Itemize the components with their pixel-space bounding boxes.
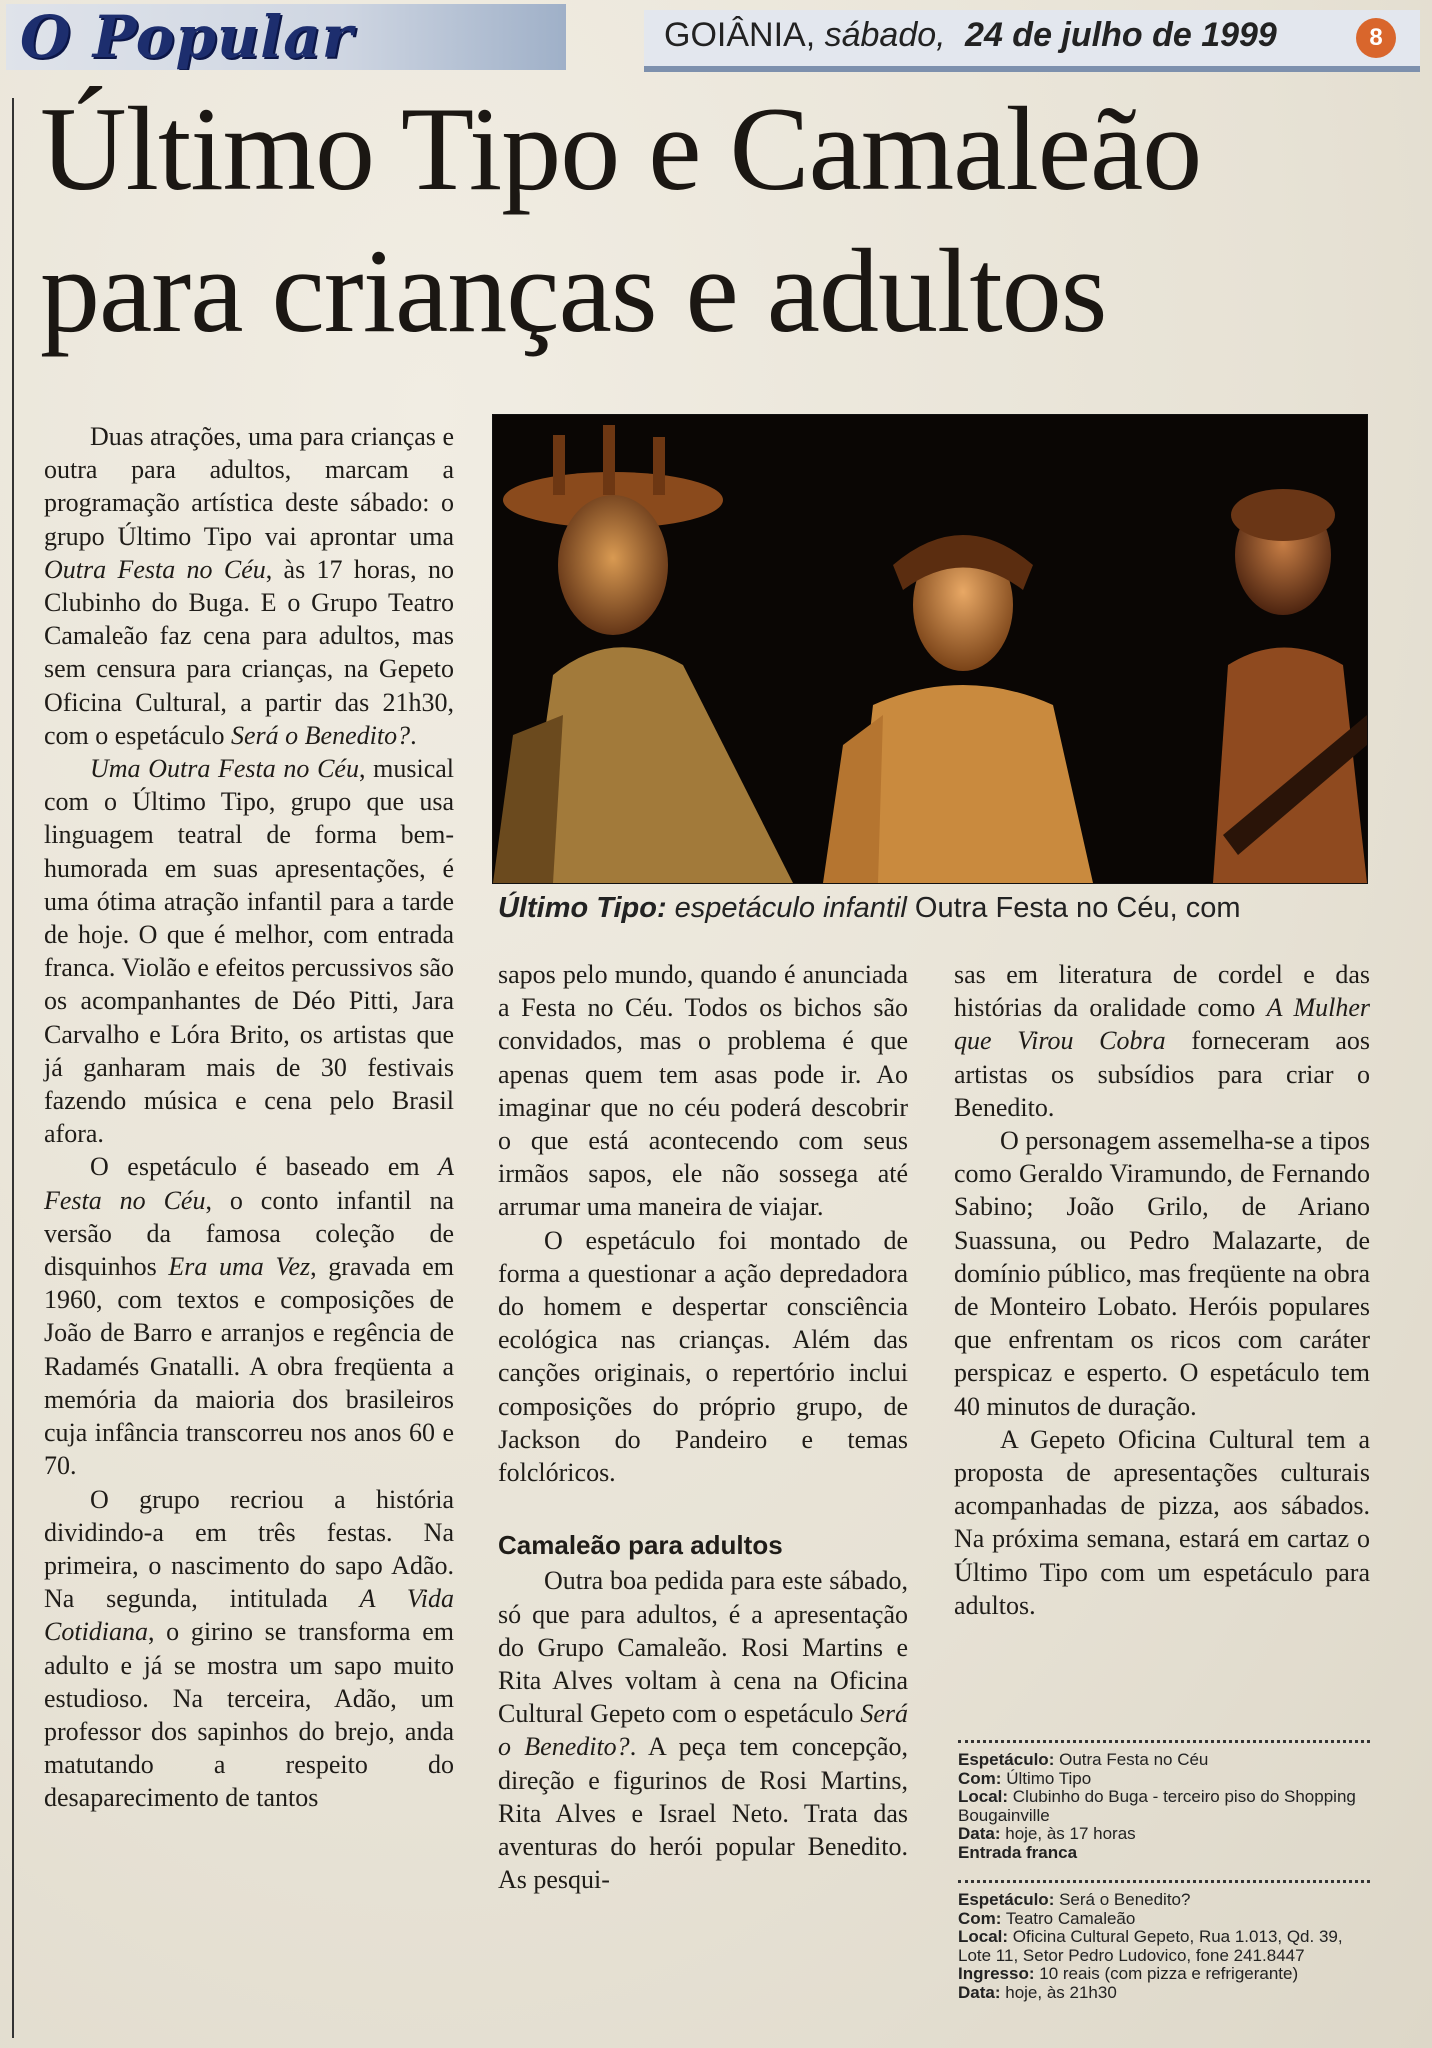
paragraph: O espetáculo foi montado de forma a questionar a ação depredadora do homem e despertar consciência ecológica nas crianças. Além das canções originais, o repertório inclui composições do próprio grupo, de Jackson do Pandeiro e temas folclóricos. xyxy=(498,1225,908,1488)
headline xyxy=(40,78,1400,362)
article-column-2 xyxy=(498,958,908,1896)
info-row: Com: Teatro Camaleão xyxy=(958,1908,1136,1928)
info-row: Com: Último Tipo xyxy=(958,1768,1092,1788)
info-row: Espetáculo: Outra Festa no Céu xyxy=(958,1750,1209,1769)
performance-photo xyxy=(492,414,1368,884)
info-row: Local: Oficina Cultural Gepeto, Rua 1.013, Qd. 39, Lote 11, Setor Pedro Ludovico, fone 241.8447 xyxy=(958,1927,1343,1965)
masthead xyxy=(6,4,566,70)
paragraph: O espetáculo é baseado em A Festa no Céu, o conto infantil na versão da famosa coleção de disquinhos Era uma Vez, gravada em 1960, com textos e composições de João de Barro e arranjos e regência de Radamés Gnatalli. A obra freqüenta a memória da maioria dos brasileiros cuja infância transcorreu nos anos 60 e 70. xyxy=(44,1152,455,1481)
info-row: Data: hoje, às 17 horas xyxy=(958,1824,1136,1843)
event-info-box-2 xyxy=(958,1880,1370,2002)
info-row: Espetáculo: Será o Benedito? xyxy=(958,1890,1191,1909)
paragraph: Duas atrações, uma para crianças e outra para adultos, marcam a programação artística deste sábado: o grupo Último Tipo vai aprontar uma Outra Festa no Céu, às 17 horas, no Clubinho do Buga. E o Grupo Teatro Camaleão faz cena para adultos, mas sem censura para crianças, na Gepeto Oficina Cultural, a partir das 21h30, com o espetáculo Será o Benedito?. xyxy=(44,422,454,750)
article-column-1 xyxy=(44,420,454,1815)
column-rule xyxy=(12,98,14,2038)
stage-photo-illustration xyxy=(493,415,1367,883)
event-info-box-1 xyxy=(958,1740,1370,1862)
dateline-weekday: sábado, xyxy=(824,16,946,54)
headline-line-2: para crianças e adultos xyxy=(40,224,1107,357)
newspaper-logo: O Popular xyxy=(20,4,354,70)
paragraph: Uma Outra Festa no Céu, musical com o Último Tipo, grupo que usa linguagem teatral de forma bem-humorada em suas apresentações, é uma ótima atração infantil para a tarde de hoje. O que é melhor, com entrada franca. Violão e efeitos percussivos são os acompanhantes de Déo Pitti, Jara Carvalho e Lóra Brito, os artistas que já ganharam mais de 30 festivais fazendo música e cena pelo Brasil afora. xyxy=(44,754,454,1149)
dateline-city: GOIÂNIA, xyxy=(664,16,816,54)
paragraph: O personagem assemelha-se a tipos como Geraldo Viramundo, de Fernando Sabino; João Grilo, de Ariano Suassuna, ou Pedro Malazarte, de domínio público, mas freqüente na obra de Monteiro Lobato. Heróis populares que enfrentam os ricos com caráter perspicaz e esperto. O espetáculo tem 40 minutos de duração. xyxy=(954,1126,1370,1421)
article-column-3 xyxy=(954,958,1370,1622)
paragraph: sapos pelo mundo, quando é anunciada a Festa no Céu. Todos os bichos são convidados, mas o problema é que apenas quem tem asas pode ir. Ao imaginar que no céu poderá descobrir o que está acontecendo com seus irmãos sapos, ele não sossega até arrumar uma maneira de viajar. xyxy=(498,960,908,1222)
info-row: Data: hoje, às 21h30 xyxy=(958,1982,1117,2002)
paragraph: A Gepeto Oficina Cultural tem a proposta de apresentações culturais acompanhadas de pizza, aos sábados. Na próxima semana, estará em cartaz o Último Tipo com um espetáculo para adultos. xyxy=(954,1424,1370,1620)
subheading: Camaleão para adultos xyxy=(498,1530,783,1561)
paragraph: O grupo recriou a história dividindo-a em três festas. Na primeira, o nascimento do sapo Adão. Na segunda, intitulada A Vida Cotidiana, o girino se transforma em adulto e já se mostra um sapo muito estudioso. Na terceira, Adão, um professor dos sapinhos do brejo, anda matutando a respeito do desaparecimento de tantos xyxy=(44,1484,454,1813)
paragraph: sas em literatura de cordel e das histórias da oralidade como A Mulher que Virou Cobra forneceram aos artistas os subsídios para criar o Benedito. xyxy=(954,960,1371,1122)
info-row: Local: Clubinho do Buga - terceiro piso do Shopping Bougainville xyxy=(958,1787,1356,1825)
info-row: Entrada franca xyxy=(958,1842,1078,1862)
dateline-date: 24 de julho de 1999 xyxy=(965,16,1277,54)
page-number-badge: 8 xyxy=(1356,18,1396,58)
dateline xyxy=(664,16,1277,55)
info-row: Ingresso: 10 reais (com pizza e refrigerante) xyxy=(958,1964,1299,1983)
caption-label: Último Tipo: xyxy=(498,892,667,924)
headline-line-1: Último Tipo e Camaleão xyxy=(40,82,1202,215)
photo-caption: Último Tipo: espetáculo infantil Outra Festa no Céu, com xyxy=(498,892,1241,924)
paragraph: Outra boa pedida para este sábado, só que para adultos, é a apresentação do Grupo Camaleão. Rosi Martins e Rita Alves voltam à cena na Oficina Cultural Gepeto com o espetáculo Será o Benedito?. A peça tem concepção, direção e figurinos de Rosi Martins, Rita Alves e Israel Neto. Trata das aventuras do herói popular Benedito. As pesqui- xyxy=(498,1566,908,1895)
dateline-bar xyxy=(644,10,1420,72)
